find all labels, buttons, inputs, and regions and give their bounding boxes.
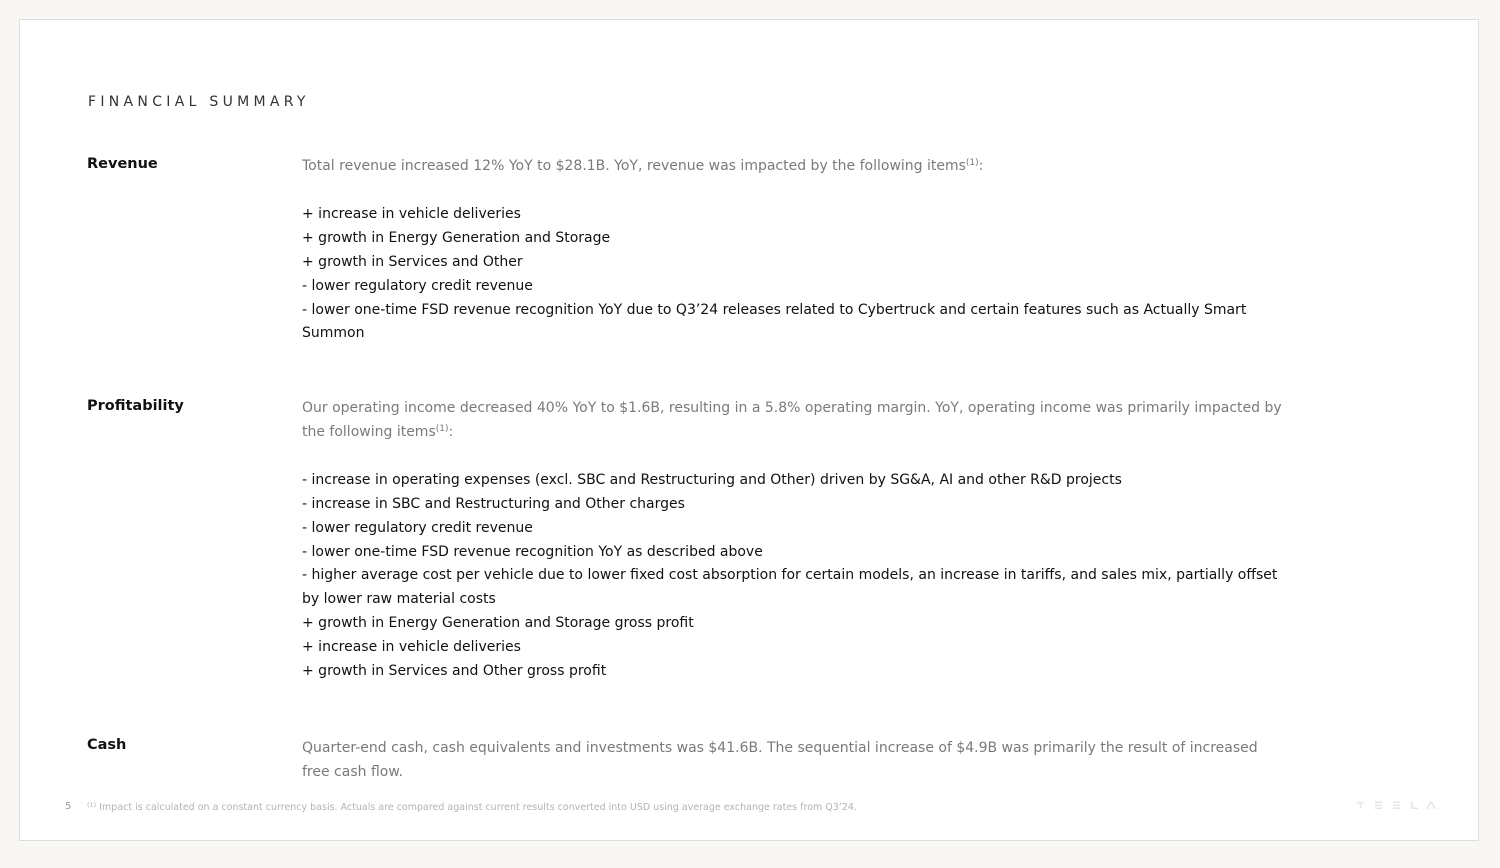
list-item: - lower regulatory credit revenue xyxy=(302,277,533,294)
list-item: + growth in Energy Generation and Storage gross profit xyxy=(302,615,694,632)
page-title: FINANCIAL SUMMARY xyxy=(88,94,310,110)
list-item: - increase in SBC and Restructuring and Other charges xyxy=(302,495,685,512)
list-item: - lower one-time FSD revenue recognition YoY due to Q3’24 releases related to Cybertruck and certain features such as Actually Smart Summon xyxy=(302,301,1247,342)
section-body-revenue xyxy=(302,155,1282,346)
list-item: - lower one-time FSD revenue recognition YoY as described above xyxy=(302,543,763,560)
revenue-intro-text: Total revenue increased 12% YoY to $28.1B. YoY, revenue was impacted by the following items xyxy=(302,158,966,174)
cash-intro: Quarter-end cash, cash equivalents and investments was $41.6B. The sequential increase of $4.9B was primarily the result of increased free cash flow. xyxy=(302,740,1258,780)
profitability-intro-footnote-ref: (1) xyxy=(435,423,449,434)
list-item: + growth in Services and Other gross profit xyxy=(302,663,607,680)
list-item: + increase in vehicle deliveries xyxy=(302,205,521,222)
revenue-intro-footnote-ref: (1) xyxy=(965,158,979,168)
profitability-intro-text: Our operating income decreased 40% YoY to $1.6B, resulting in a 5.8% operating margin. YoY, operating income was primarily impacted by the following items xyxy=(302,400,1282,440)
page-number: 5 xyxy=(65,801,72,812)
revenue-items-list xyxy=(302,203,1282,346)
section-label-cash: Cash xyxy=(87,737,127,753)
list-item: - increase in operating expenses (excl. SBC and Restructuring and Other) driven by SG&A, AI and other R&D projects xyxy=(302,471,1122,488)
list-item: - higher average cost per vehicle due to lower fixed cost absorption for certain models, an increase in tariffs, and sales mix, partially offset by lower raw material costs xyxy=(302,567,1278,608)
footnote-marker: (1) xyxy=(87,801,97,809)
list-item: + growth in Energy Generation and Storage xyxy=(302,229,611,246)
revenue-intro xyxy=(302,155,1282,179)
tesla-logo-icon xyxy=(1357,800,1439,810)
profitability-intro-suffix: : xyxy=(448,423,454,440)
footnote xyxy=(87,802,857,813)
list-item: + growth in Services and Other xyxy=(302,253,523,270)
profitability-items-list xyxy=(302,469,1282,684)
list-item: + increase in vehicle deliveries xyxy=(302,639,521,656)
section-label-revenue: Revenue xyxy=(87,156,158,172)
list-item: - lower regulatory credit revenue xyxy=(302,519,533,536)
revenue-intro-suffix: : xyxy=(978,158,984,174)
section-body-cash xyxy=(302,737,1282,785)
profitability-intro xyxy=(302,397,1282,445)
section-label-profitability: Profitability xyxy=(87,398,184,414)
section-body-profitability xyxy=(302,397,1282,684)
footnote-text: Impact is calculated on a constant currency basis. Actuals are compared against current results converted into USD using average exchange rates from Q3’24. xyxy=(96,802,857,813)
slide xyxy=(19,19,1479,841)
